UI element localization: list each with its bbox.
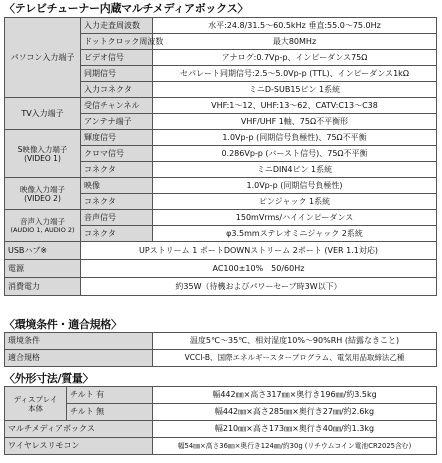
- row-label: マルチメディアボックス: [5, 421, 153, 438]
- row-label: チルト 無: [67, 404, 153, 421]
- group-label-line: 映像入力端子: [20, 184, 65, 194]
- row-label: コネクタ: [81, 162, 153, 178]
- table-row: [5, 333, 437, 350]
- row-label: 入力走査周波数: [81, 18, 153, 34]
- group-label-audio-input: [5, 210, 81, 242]
- row-value: ピンジャック 1系統: [153, 194, 437, 210]
- table-row: [5, 350, 437, 367]
- row-value: 水平:24.8/31.5〜60.5kHz 垂直:55.0〜75.0Hz: [153, 18, 437, 34]
- group-label-tv-input: TV入力端子: [5, 98, 81, 130]
- group-label-line: (VIDEO 2): [24, 193, 61, 203]
- group-label-line: 本体: [28, 403, 43, 413]
- row-label: 入力コネクタ: [81, 82, 153, 98]
- group-label-s-video-input: [5, 130, 81, 178]
- row-value: 幅54㎜×高さ36㎜×奥行き124㎜/約30g (リチウムコイン電池CR2025含む): [153, 438, 437, 455]
- row-label: コネクタ: [81, 194, 153, 210]
- table-row: [5, 260, 437, 278]
- row-value: 幅210㎜×高さ173㎜×奥行き40㎜/約1.3kg: [153, 421, 437, 438]
- table-row: [5, 278, 437, 296]
- spec-table-dimensions: [4, 386, 437, 455]
- row-value: VHF/UHF 1軸、75Ω不平衡形: [153, 114, 437, 130]
- row-label-power-consumption: 消費電力: [5, 278, 81, 296]
- table-row: [5, 242, 437, 260]
- row-label: 適合規格: [5, 350, 153, 367]
- table-row: [5, 210, 437, 226]
- row-label: 同期信号: [81, 66, 153, 82]
- row-label: 輝度信号: [81, 130, 153, 146]
- spec-table-multimedia-box: [4, 17, 437, 296]
- group-label-pc-input: パソコン入力端子: [5, 18, 81, 98]
- row-value: ミニDIN4ピン 1系統: [153, 162, 437, 178]
- row-value: 0.286Vp-p (バースト信号)、75Ω不平衡: [153, 146, 437, 162]
- group-label-line: S映像入力端子: [17, 144, 68, 154]
- row-value: φ3.5mmステレオミニジャック 2系統: [153, 226, 437, 242]
- row-value: 最大80MHz: [153, 34, 437, 50]
- table-row: [5, 438, 437, 455]
- spec-table-environment: [4, 332, 437, 367]
- table-row: [5, 421, 437, 438]
- row-label: ワイヤレスリモコン: [5, 438, 153, 455]
- group-label-line: 音声入力端子: [20, 216, 65, 226]
- row-value: 約35W（待機およびパワーセーブ時3W以下）: [81, 278, 437, 296]
- row-value: 温度5℃〜35℃、相対湿度10%〜90%RH (結露なきこと): [153, 333, 437, 350]
- row-value: 幅442㎜×高さ285㎜×奥行き27㎜/約2.6kg: [153, 404, 437, 421]
- row-label: 受信チャンネル: [81, 98, 153, 114]
- table-row: [5, 130, 437, 146]
- group-label-video-input: [5, 178, 81, 210]
- table-row: [5, 404, 437, 421]
- row-value: 1.0Vp-p (同期信号負極性): [153, 178, 437, 194]
- row-value: ミニD-SUB15ピン 1系統: [153, 82, 437, 98]
- row-label: アンテナ端子: [81, 114, 153, 130]
- row-value: 150mVrms/ハイインピーダンス: [153, 210, 437, 226]
- row-label: コネクタ: [81, 226, 153, 242]
- group-label-line: (VIDEO 1): [24, 153, 61, 163]
- table-row: [5, 18, 437, 34]
- row-value: VCCI-B、国際エネルギースタープログラム、電気用品取締法乙種: [153, 350, 437, 367]
- section-title-environment: 〈環境条件・適合規格〉: [4, 318, 122, 331]
- row-label: ビデオ信号: [81, 50, 153, 66]
- row-value: アナログ:0.7Vp-p、インピーダンス75Ω: [153, 50, 437, 66]
- row-label-usb-hub: USBハブ※: [5, 242, 81, 260]
- section-title-multimedia-box: 〈テレビチューナー内蔵マルチメディアボックス〉: [4, 2, 249, 15]
- group-label-line: (AUDIO 1, AUDIO 2): [10, 225, 75, 234]
- table-row: [5, 178, 437, 194]
- row-label: 音声信号: [81, 210, 153, 226]
- row-value: UPストリーム 1 ポートDOWNストリーム 2ポート (VER 1.1対応): [81, 242, 437, 260]
- row-label: チルト 有: [67, 387, 153, 404]
- table-row: [5, 98, 437, 114]
- group-label-line: ディスプレイ: [13, 394, 58, 404]
- section-title-dimensions: 〈外形寸法/質量〉: [4, 372, 94, 385]
- row-value: VHF:1〜12、UHF:13〜62、CATV:C13〜C38: [153, 98, 437, 114]
- row-value: 幅442㎜×高さ317㎜×奥行き196㎜/約3.5kg: [153, 387, 437, 404]
- row-label: ドットクロック周波数: [81, 34, 153, 50]
- group-label-display-body: [5, 387, 67, 421]
- row-value: AC100±10% 50/60Hz: [81, 260, 437, 278]
- row-label: クロマ信号: [81, 146, 153, 162]
- table-row: [5, 387, 437, 404]
- row-value: セパレート同期信号:2.5〜5.0Vp-p (TTL)、インピーダンス1kΩ: [153, 66, 437, 82]
- row-label-power: 電源: [5, 260, 81, 278]
- row-label: 環境条件: [5, 333, 153, 350]
- row-value: 1.0Vp-p (同期信号負極性)、75Ω不平衡: [153, 130, 437, 146]
- row-label: 映像: [81, 178, 153, 194]
